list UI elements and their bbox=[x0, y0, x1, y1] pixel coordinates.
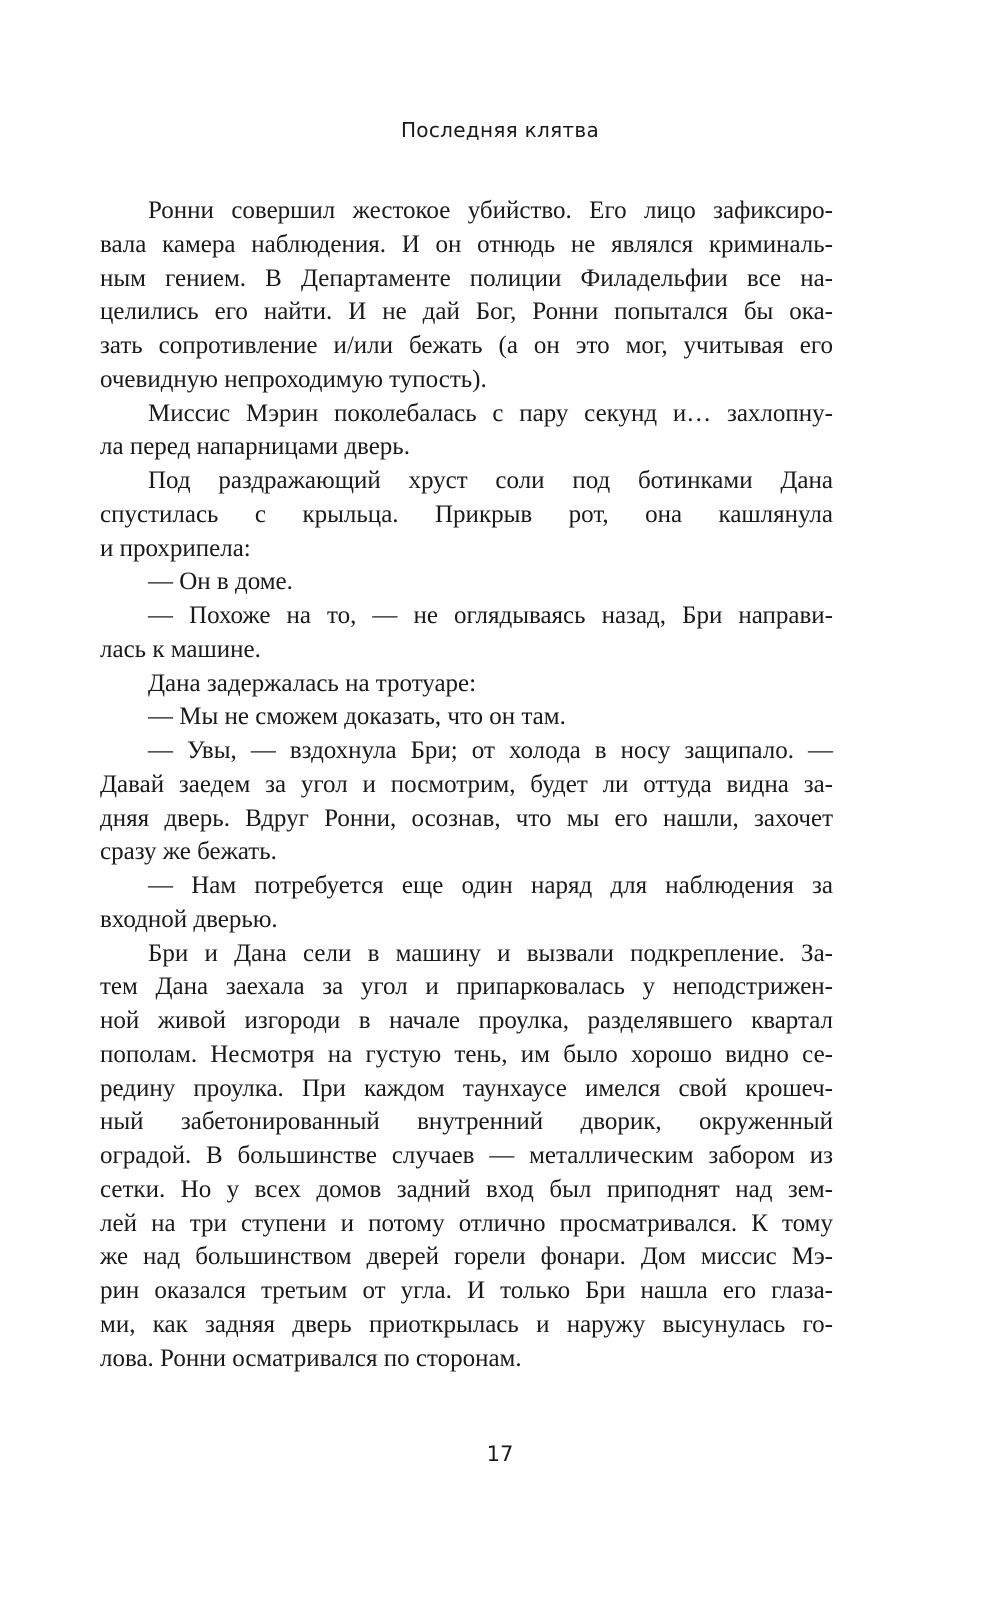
text-line: рин оказался третьим от угла. И только Бри нашла его глаза- bbox=[100, 1277, 833, 1304]
text-line: дняя дверь. Вдруг Ронни, осознав, что мы его нашли, захочет bbox=[100, 804, 833, 832]
text-line: — Похоже на то, — не оглядываясь назад, Бри направи- bbox=[148, 602, 833, 629]
page-number: 17 bbox=[486, 1442, 514, 1466]
text-line: и прохрипела: bbox=[100, 534, 251, 562]
text-line: Давай заедем за угол и посмотрим, будет ли оттуда видна за- bbox=[100, 770, 833, 798]
text-line: — Он в доме. bbox=[148, 568, 293, 596]
text-line: спустилась с крыльца. Прикрыв рот, она кашлянула bbox=[100, 500, 833, 528]
text-line: Ронни совершил жестокое убийство. Его лицо зафиксиро- bbox=[148, 197, 833, 224]
text-line: Под раздражающий хруст соли под ботинками Дана bbox=[148, 467, 833, 494]
text-line: ной живой изгороди в начале проулка, разделявшего квартал bbox=[100, 1007, 833, 1034]
text-line: очевидную непроходимую тупость). bbox=[100, 365, 487, 393]
text-line: Дана задержалась на тротуаре: bbox=[148, 669, 477, 697]
text-line: лась к машине. bbox=[100, 635, 261, 663]
text-line: ла перед напарницами дверь. bbox=[100, 433, 410, 461]
text-line: ным гением. В Департаменте полиции Филадельфии все на- bbox=[100, 264, 833, 292]
text-line: вала камера наблюдения. И он отнюдь не являлся криминаль- bbox=[100, 230, 833, 258]
text-line: ный забетонированный внутренний дворик, окруженный bbox=[100, 1108, 833, 1136]
text-line: Миссис Мэрин поколебалась с пару секунд и… захлопну- bbox=[148, 399, 833, 427]
text-line: лова. Ронни осматривался по сторонам. bbox=[100, 1344, 522, 1372]
text-line: тем Дана заехала за угол и припарковалась у неподстрижен- bbox=[100, 973, 833, 1001]
running-header: Последняя клятва bbox=[400, 118, 600, 142]
text-line: — Мы не сможем доказать, что он там. bbox=[148, 703, 566, 731]
text-line: оградой. В большинстве случаев — металлическим забором из bbox=[100, 1142, 833, 1169]
text-line: пополам. Несмотря на густую тень, им было хорошо видно се- bbox=[100, 1040, 833, 1068]
text-line: целились его найти. И не дай Бог, Ронни попытался бы ока- bbox=[100, 298, 833, 326]
text-line: — Увы, — вздохнула Бри; от холода в носу защипало. — bbox=[148, 737, 833, 764]
text-line: же над большинством дверей горели фонари. Дом миссис Мэ- bbox=[100, 1243, 833, 1271]
body-text bbox=[100, 194, 833, 1375]
text-line: сетки. Но у всех домов задний вход был приподнят над зем- bbox=[100, 1175, 833, 1203]
text-line: входной дверью. bbox=[100, 905, 278, 933]
text-line: ми, как задняя дверь приоткрылась и наружу высунулась го- bbox=[100, 1310, 833, 1338]
text-line: редину проулка. При каждом таунхаусе имелся свой крошеч- bbox=[100, 1074, 833, 1102]
text-line: зать сопротивление и/или бежать (а он это мог, учитывая его bbox=[100, 332, 833, 359]
text-line: — Нам потребуется еще один наряд для наблюдения за bbox=[148, 872, 833, 899]
text-line: сразу же бежать. bbox=[100, 838, 277, 866]
text-line: Бри и Дана сели в машину и вызвали подкрепление. За- bbox=[148, 939, 833, 967]
text-line: лей на три ступени и потому отлично просматривался. К тому bbox=[100, 1209, 833, 1237]
